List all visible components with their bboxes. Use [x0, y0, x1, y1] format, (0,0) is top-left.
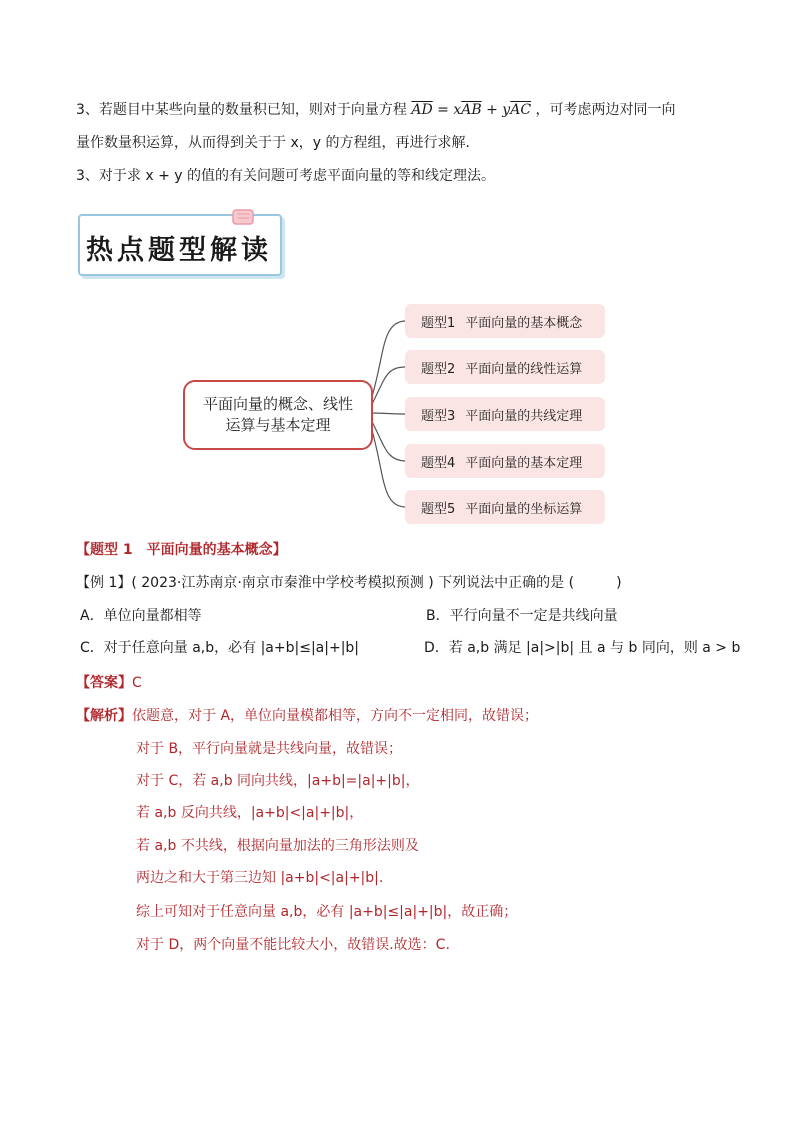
answer-value: C: [132, 675, 142, 691]
mindmap-node-5[interactable]: 题型5 平面向量的坐标运算: [405, 490, 605, 524]
mindmap-node-1[interactable]: 题型1 平面向量的基本概念: [405, 304, 605, 338]
mindmap-center: 平面向量的概念、线性运算与基本定理: [183, 380, 373, 450]
option-b: B．平行向量不一定是共线向量: [426, 608, 618, 624]
mindmap-node-3[interactable]: 题型3 平面向量的共线定理: [405, 397, 605, 431]
intro-text: 3、若题目中某些向量的数量积已知，则对于向量方程: [76, 102, 407, 118]
analysis-line: 若 a,b 不共线，根据向量加法的三角形法则及: [136, 838, 419, 854]
analysis-line: 对于 D，两个向量不能比较大小，故错误.故选：C.: [136, 937, 450, 953]
option-c: C．对于任意向量 a,b，必有 |a+b|≤|a|+|b|: [80, 640, 360, 656]
equation: $\overline{AD} = x\overline{AB} + y\overline{AC}$: [411, 102, 532, 118]
analysis-line: 若 a,b 反向共线，|a+b|<|a|+|b|，: [136, 805, 364, 821]
analysis-line: 对于 B，平行向量就是共线向量，故错误；: [136, 741, 403, 757]
example-stem: 【例 1】( 2023·江苏南京·南京市秦淮中学校考模拟预测 ) 下列说法中正确的是 ( ): [76, 575, 622, 591]
intro-line-2: 量作数量积运算，从而得到关于于 x，y 的方程组，再进行求解．: [76, 135, 480, 151]
analysis-line: 两边之和大于第三边知 |a+b|<|a|+|b|.: [136, 870, 384, 886]
mindmap-node-4[interactable]: 题型4 平面向量的基本定理: [405, 444, 605, 478]
analysis-label: 【解析】: [76, 708, 132, 724]
answer-label: 【答案】: [76, 675, 132, 691]
option-a: A．单位向量都相等: [80, 608, 202, 624]
section-title: 【题型 1 平面向量的基本概念】: [76, 542, 287, 558]
answer-line: [76, 673, 142, 693]
analysis-text: 依题意，对于 A，单位向量模都相等，方向不一定相同，故错误；: [132, 708, 539, 724]
analysis-line: 对于 C，若 a,b 同向共线，|a+b|=|a|+|b|，: [136, 773, 420, 789]
analysis-line: 综上可知对于任意向量 a,b，必有 |a+b|≤|a|+|b|，故正确；: [136, 904, 518, 920]
intro-text: ，可考虑两边对同一向: [535, 102, 676, 118]
mindmap-node-2[interactable]: 题型2 平面向量的线性运算: [405, 350, 605, 384]
option-d: D．若 a,b 满足 |a|>|b| 且 a 与 b 同向，则 a > b: [424, 640, 741, 656]
intro-line-3: 3、对于求 x + y 的值的有关问题可考虑平面向量的等和线定理法。: [76, 168, 496, 184]
analysis-first-line: [76, 706, 538, 726]
banner-title: 热点题型解读: [86, 235, 272, 266]
